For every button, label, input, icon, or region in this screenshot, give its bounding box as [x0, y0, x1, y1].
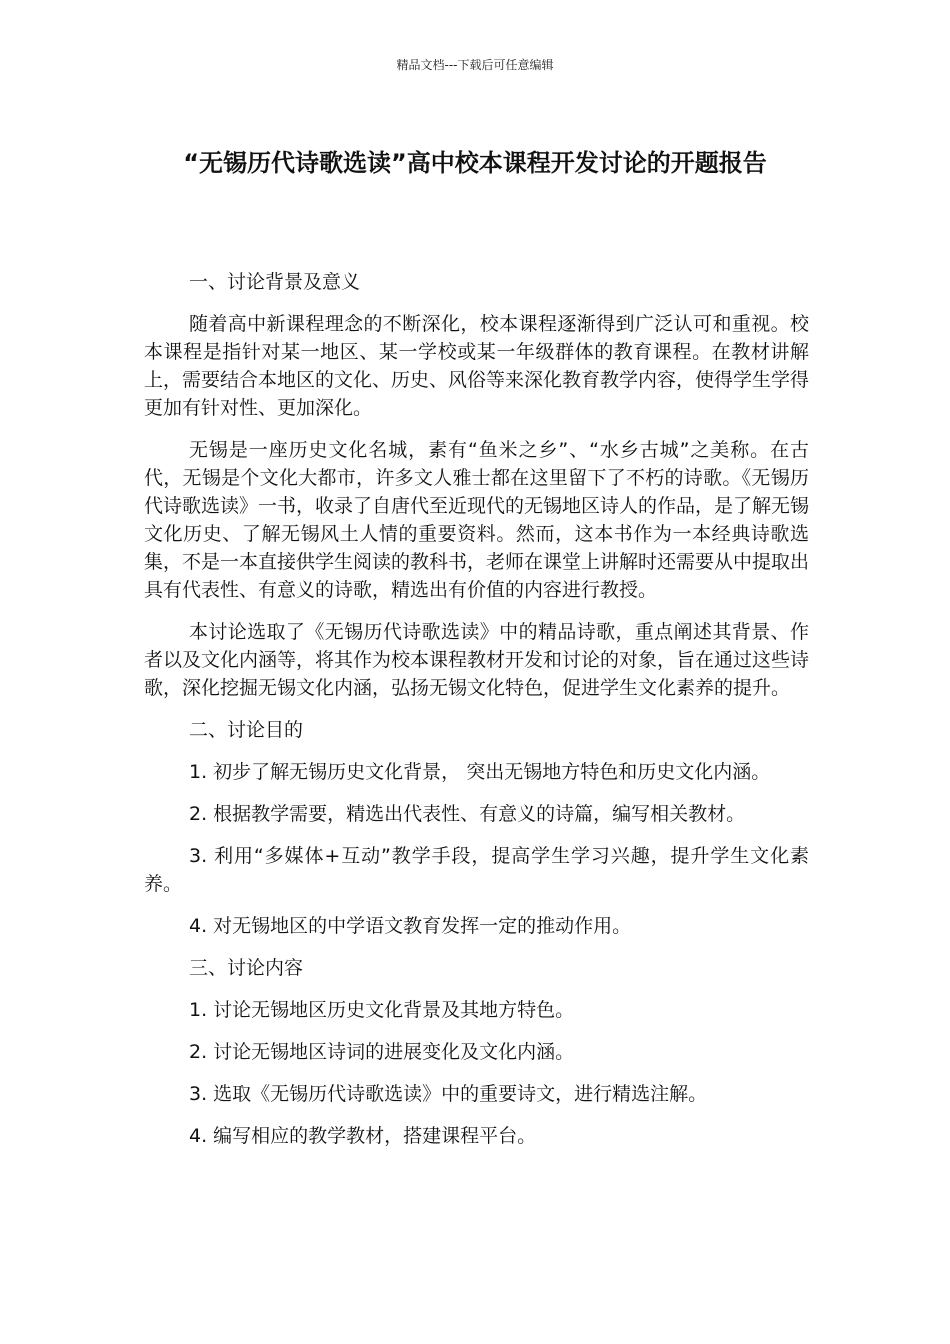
list-item: 4. 编写相应的教学教材，搭建课程平台。 [189, 1125, 537, 1147]
list-item: 1. 初步了解无锡历史文化背景， 突出无锡地方特色和历史文化内涵。 [189, 761, 771, 783]
section-heading-content: 三、讨论内容 [189, 957, 304, 979]
document-body [144, 268, 809, 1164]
list-item: 3. 选取《无锡历代诗歌选读》中的重要诗文，进行精选注解。 [189, 1083, 708, 1105]
paragraph: 本讨论选取了《无锡历代诗歌选读》中的精品诗歌，重点阐述其背景、作者以及文化内涵等，将其作为校本课程教材开发和讨论的对象，旨在通过这些诗歌，深化挖掘无锡文化内涵，弘扬无锡文化特色，促进学生文化素养的提升。 [144, 621, 810, 699]
list-item: 3. 利用“多媒体+互动”教学手段，提高学生学习兴趣，提升学生文化素养。 [144, 845, 809, 895]
paragraph: 无锡是一座历史文化名城，素有“鱼米之乡”、“水乡古城”之美称。在古代，无锡是个文化大都市，许多文人雅士都在这里留下了不朽的诗歌。《无锡历代诗歌选读》一书，收录了自唐代至近现代的无锡地区诗人的作品，是了解无锡文化历史、了解无锡风土人情的重要资料。然而，这本书作为一本经典诗歌选集，不是一本直接供学生阅读的教科书，老师在课堂上讲解时还需要从中提取出具有代表性、有意义的诗歌，精选出有价值的内容进行教授。 [144, 439, 810, 601]
document-title: “无锡历代诗歌选读”高中校本课程开发讨论的开题报告 [183, 149, 767, 177]
list-item: 2. 根据教学需要，精选出代表性、有意义的诗篇，编写相关教材。 [189, 803, 746, 825]
paragraph: 随着高中新课程理念的不断深化，校本课程逐渐得到广泛认可和重视。校本课程是指针对某一地区、某一学校或某一年级群体的教育课程。在教材讲解上，需要结合本地区的文化、历史、风俗等来深化教育教学内容，使得学生学得更加有针对性、更加深化。 [144, 313, 810, 419]
section-heading-background: 一、讨论背景及意义 [189, 271, 361, 293]
list-item: 1. 讨论无锡地区历史文化背景及其地方特色。 [189, 999, 575, 1021]
list-item: 4. 对无锡地区的中学语文教育发挥一定的推动作用。 [189, 915, 632, 937]
section-heading-purpose: 二、讨论目的 [189, 719, 304, 741]
header-note: 精品文档---下载后可任意编辑 [396, 58, 554, 72]
list-item: 2. 讨论无锡地区诗词的进展变化及文化内涵。 [189, 1041, 575, 1063]
